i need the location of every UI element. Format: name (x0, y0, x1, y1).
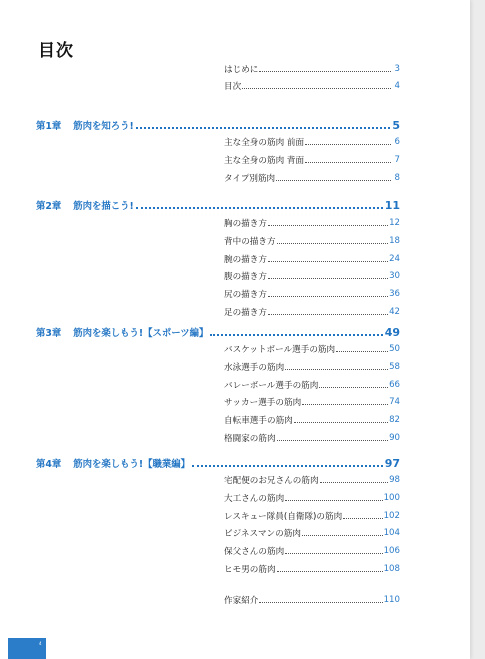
toc-entry[interactable] (224, 172, 400, 184)
chapter-heading[interactable] (36, 325, 400, 339)
toc-entry-page: 6 (394, 137, 400, 147)
toc-entry-page: 42 (389, 307, 400, 317)
toc-entry-page: 98 (389, 475, 400, 485)
toc-entry-page: 3 (394, 64, 400, 74)
toc-entry-label: ヒモ男の筋肉 (224, 565, 276, 575)
toc-entry-page: 108 (383, 564, 400, 574)
dot-leader (136, 206, 383, 209)
toc-entry-label: 大工さんの筋肉 (224, 494, 285, 504)
toc-entry-label: 宅配便のお兄さんの筋肉 (224, 476, 319, 486)
chapter-number: 第2章 (36, 201, 62, 212)
dot-leader (136, 126, 391, 129)
dot-leader (305, 161, 391, 163)
dot-leader (320, 481, 389, 483)
page-number: 4 (39, 641, 42, 646)
chapter-title: 筋肉を描こう! (73, 201, 134, 212)
toc-entry-label: バスケットボール選手の筋肉 (224, 345, 336, 355)
toc-entry-label: 尻の描き方 (224, 290, 267, 300)
toc-entry[interactable] (224, 63, 400, 75)
dot-leader (276, 179, 391, 181)
dot-leader (319, 386, 388, 388)
toc-entry-label: 水泳選手の筋肉 (224, 363, 285, 373)
dot-leader (277, 439, 388, 441)
toc-entry-page: 50 (389, 344, 400, 354)
toc-entry[interactable] (224, 361, 400, 373)
dot-leader (305, 143, 391, 145)
toc-entry-page: 24 (389, 254, 400, 264)
toc-entry[interactable] (224, 414, 400, 426)
toc-entry[interactable] (224, 80, 400, 92)
toc-entry-page: 66 (389, 380, 400, 390)
dot-leader (268, 260, 388, 262)
toc-entry-label: 胸の描き方 (224, 219, 267, 229)
chapter-number: 第4章 (36, 459, 62, 470)
toc-entry-label: サッカー選手の筋肉 (224, 398, 302, 408)
dot-leader (192, 464, 383, 467)
toc-entry-label: 腹の描き方 (224, 272, 267, 282)
dot-leader (277, 242, 388, 244)
toc-entry-page: 104 (383, 528, 400, 538)
toc-entry-page: 110 (383, 595, 400, 605)
toc-entry-label: 背中の描き方 (224, 237, 276, 247)
toc-entry-page: 8 (394, 173, 400, 183)
dot-leader (302, 403, 388, 405)
dot-leader (268, 295, 388, 297)
toc-entry[interactable] (224, 492, 400, 504)
toc-entry-label: 主な全身の筋肉 背面 (224, 156, 305, 166)
dot-leader (285, 499, 382, 501)
toc-entry[interactable] (224, 217, 400, 229)
dot-leader (210, 333, 382, 336)
dot-leader (294, 421, 388, 423)
dot-leader (336, 350, 388, 352)
toc-entry-label: 目次 (224, 82, 242, 92)
toc-entry-page: 90 (389, 433, 400, 443)
dot-leader (285, 368, 388, 370)
chapter-number: 第1章 (36, 121, 62, 132)
chapter-number: 第3章 (36, 328, 62, 339)
toc-entry[interactable] (224, 527, 400, 539)
toc-entry-label: 作家紹介 (224, 596, 259, 606)
toc-entry-page: 82 (389, 415, 400, 425)
toc-entry-page: 100 (383, 493, 400, 503)
toc-entry[interactable] (224, 396, 400, 408)
toc-entry[interactable] (224, 510, 400, 522)
toc-entry[interactable] (224, 343, 400, 355)
chapter-title: 筋肉を楽しもう!【スポーツ編】 (73, 328, 209, 339)
dot-leader (277, 570, 383, 572)
dot-leader (259, 70, 391, 72)
dot-leader (268, 224, 388, 226)
toc-entry-page: 74 (389, 397, 400, 407)
chapter-page: 11 (384, 198, 400, 212)
toc-entry-page: 7 (394, 155, 400, 165)
toc-entry[interactable] (224, 306, 400, 318)
toc-entry-page: 36 (389, 289, 400, 299)
toc-entry-label: はじめに (224, 65, 259, 75)
toc-entry-label: 主な全身の筋肉 前面 (224, 138, 305, 148)
toc-entry-page: 30 (389, 271, 400, 281)
toc-entry-label: タイプ別筋肉 (224, 174, 276, 184)
dot-leader (259, 601, 382, 603)
toc-entry-page: 106 (383, 546, 400, 556)
page-number-tab (8, 638, 46, 659)
chapter-page: 5 (392, 118, 400, 132)
toc-entry-page: 18 (389, 236, 400, 246)
toc-entry-page: 12 (389, 218, 400, 228)
toc-entry-label: 格闘家の筋肉 (224, 434, 276, 444)
toc-entry-page: 4 (394, 81, 400, 91)
toc-entry-page: 102 (383, 511, 400, 521)
chapter-page: 49 (384, 325, 400, 339)
toc-entry-label: 足の描き方 (224, 308, 267, 318)
toc-entry[interactable] (224, 253, 400, 265)
toc-entry-label: 腕の描き方 (224, 255, 267, 265)
dot-leader (268, 277, 388, 279)
toc-entry-label: ビジネスマンの筋肉 (224, 529, 301, 539)
chapter-title: 筋肉を知ろう! (73, 121, 134, 132)
dot-leader (242, 87, 391, 89)
chapter-title: 筋肉を楽しもう!【職業編】 (73, 459, 191, 470)
toc-entry-label: 自転車選手の筋肉 (224, 416, 293, 426)
toc-entry-label: 保父さんの筋肉 (224, 547, 285, 557)
chapter-heading[interactable] (36, 118, 400, 132)
chapter-page: 97 (384, 456, 400, 470)
toc-entry[interactable] (224, 474, 400, 486)
toc-entry[interactable] (224, 270, 400, 282)
toc-entry-label: バレーボール選手の筋肉 (224, 381, 319, 391)
toc-entry[interactable] (224, 154, 400, 166)
chapter-heading[interactable] (36, 198, 400, 212)
dot-leader (285, 552, 382, 554)
toc-entry-label: レスキュー隊員(自衛隊)の筋肉 (224, 512, 343, 522)
chapter-heading[interactable] (36, 456, 400, 470)
toc-entry[interactable] (224, 136, 400, 148)
dot-leader (302, 534, 383, 536)
toc-entry[interactable] (224, 235, 400, 247)
toc-entry[interactable] (224, 545, 400, 557)
toc-entry[interactable] (224, 432, 400, 444)
toc-entry-page: 58 (389, 362, 400, 372)
toc-entry[interactable] (224, 288, 400, 300)
dot-leader (343, 517, 382, 519)
page-title: 目次 (38, 41, 74, 61)
dot-leader (268, 313, 388, 315)
toc-entry[interactable] (224, 563, 400, 575)
toc-entry[interactable] (224, 594, 400, 606)
toc-entry[interactable] (224, 379, 400, 391)
